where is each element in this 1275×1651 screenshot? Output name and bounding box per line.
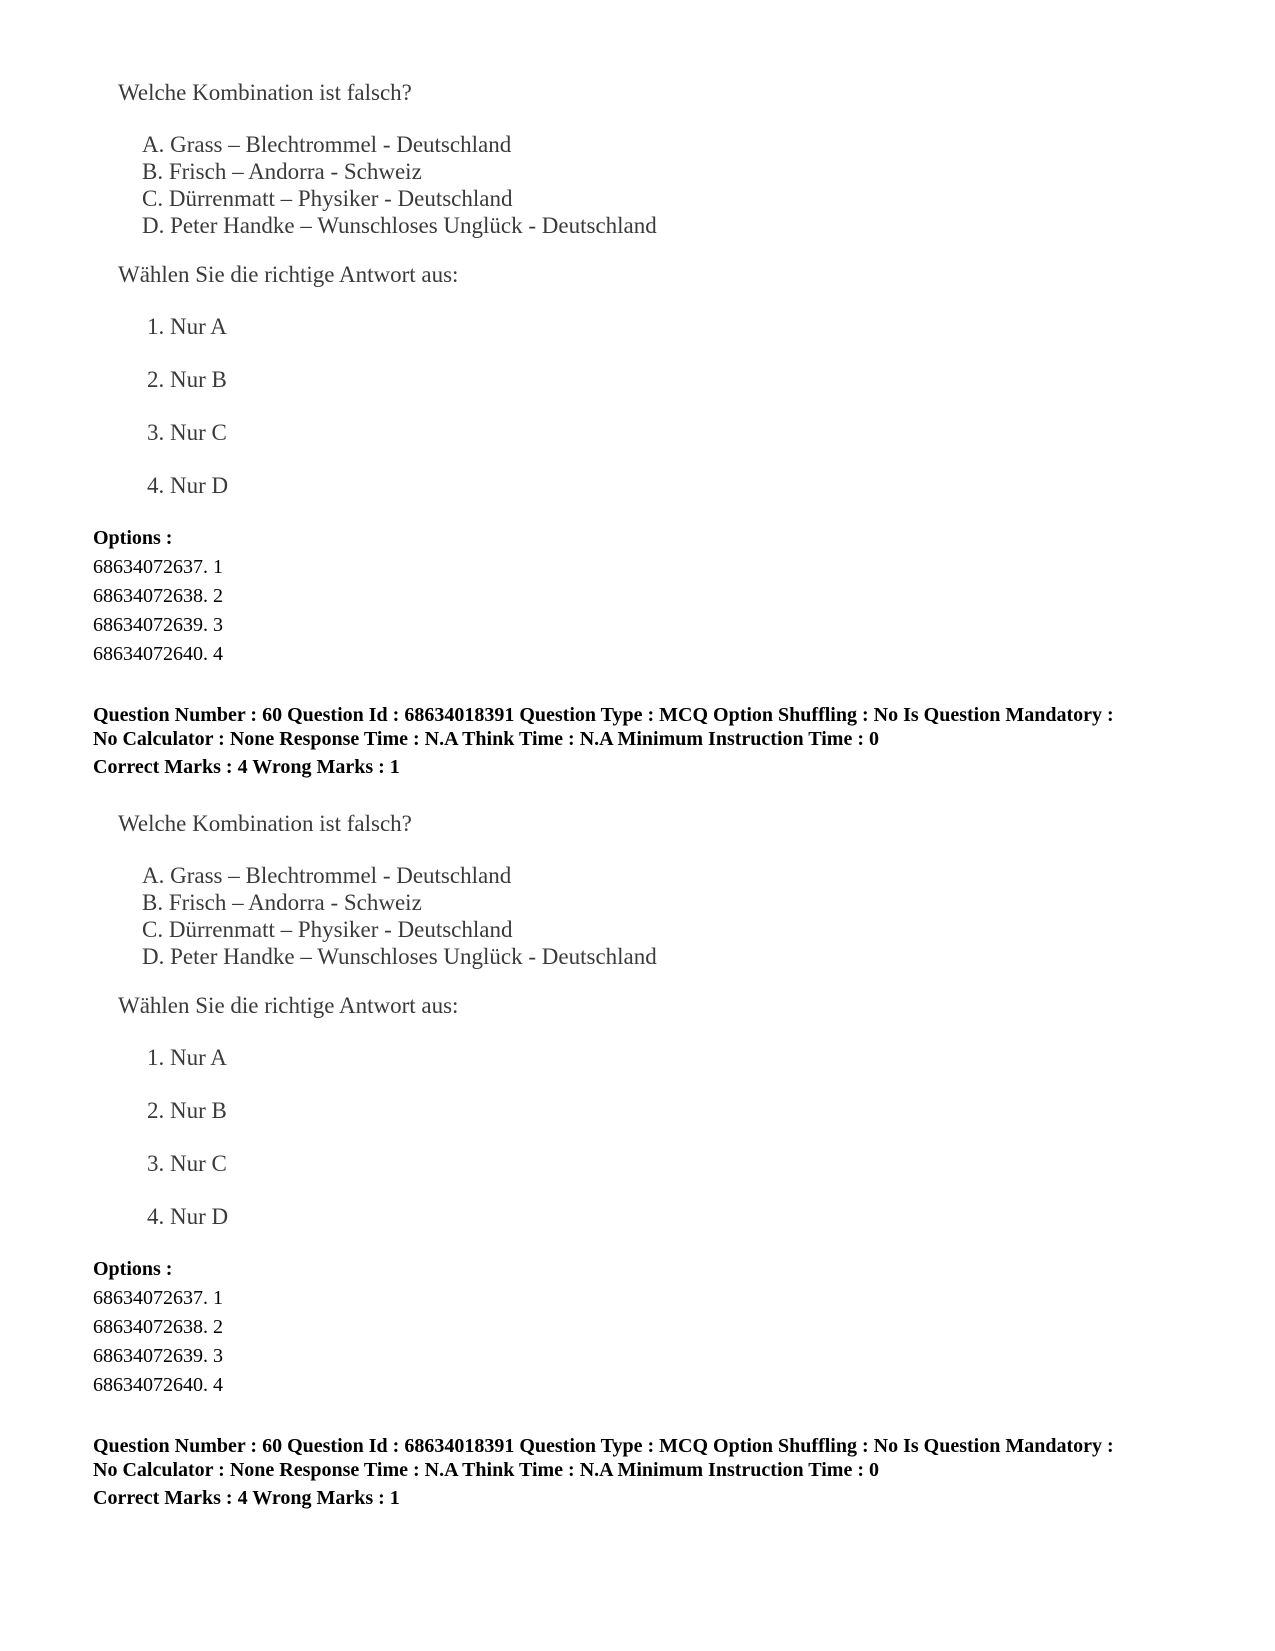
- combination-c: C. Dürrenmatt – Physiker - Deutschland: [142, 917, 513, 942]
- option-item: 68634072637. 1: [93, 1287, 223, 1309]
- meta-line-1: Question Number : 60 Question Id : 68634018391 Question Type : MCQ Option Shuffling : No Is Question Mandatory :: [93, 1435, 1114, 1457]
- combination-a: A. Grass – Blechtrommel - Deutschland: [142, 863, 512, 888]
- combination-b: B. Frisch – Andorra - Schweiz: [142, 890, 422, 915]
- option-item: 68634072639. 3: [93, 1345, 223, 1367]
- meta-line-2: No Calculator : None Response Time : N.A Think Time : N.A Minimum Instruction Time : 0: [93, 728, 879, 750]
- combination-d: D. Peter Handke – Wunschloses Unglück - Deutschland: [142, 944, 657, 969]
- choice-2: 2. Nur B: [147, 1098, 227, 1123]
- option-item: 68634072639. 3: [93, 614, 223, 636]
- options-list: [93, 524, 223, 669]
- meta-line-3: Correct Marks : 4 Wrong Marks : 1: [93, 1487, 400, 1509]
- question-instruction: Wählen Sie die richtige Antwort aus:: [118, 993, 459, 1018]
- question-instruction: Wählen Sie die richtige Antwort aus:: [118, 262, 459, 287]
- meta-line-1: Question Number : 60 Question Id : 68634018391 Question Type : MCQ Option Shuffling : No Is Question Mandatory :: [93, 704, 1114, 726]
- option-item: 68634072638. 2: [93, 585, 223, 607]
- option-item: 68634072638. 2: [93, 1316, 223, 1338]
- question-meta: [93, 703, 1114, 779]
- combination-c: C. Dürrenmatt – Physiker - Deutschland: [142, 186, 513, 211]
- meta-line-3: Correct Marks : 4 Wrong Marks : 1: [93, 756, 400, 778]
- choice-4: 4. Nur D: [147, 1204, 229, 1229]
- combination-b: B. Frisch – Andorra - Schweiz: [142, 159, 422, 184]
- options-label: Options :: [93, 1258, 173, 1280]
- options-list: [93, 1255, 223, 1400]
- option-item: 68634072640. 4: [93, 643, 223, 665]
- choice-2: 2. Nur B: [147, 367, 227, 392]
- option-item: 68634072637. 1: [93, 556, 223, 578]
- option-item: 68634072640. 4: [93, 1374, 223, 1396]
- choice-3: 3. Nur C: [147, 1151, 227, 1176]
- question-prompt: Welche Kombination ist falsch?: [118, 811, 412, 836]
- choice-4: 4. Nur D: [147, 473, 229, 498]
- combination-d: D. Peter Handke – Wunschloses Unglück - Deutschland: [142, 213, 657, 238]
- options-label: Options :: [93, 527, 173, 549]
- question-meta: [93, 1434, 1114, 1510]
- question-prompt: Welche Kombination ist falsch?: [118, 80, 412, 105]
- choice-3: 3. Nur C: [147, 420, 227, 445]
- choice-1: 1. Nur A: [147, 314, 227, 339]
- combination-a: A. Grass – Blechtrommel - Deutschland: [142, 132, 512, 157]
- choice-1: 1. Nur A: [147, 1045, 227, 1070]
- meta-line-2: No Calculator : None Response Time : N.A Think Time : N.A Minimum Instruction Time : 0: [93, 1459, 879, 1481]
